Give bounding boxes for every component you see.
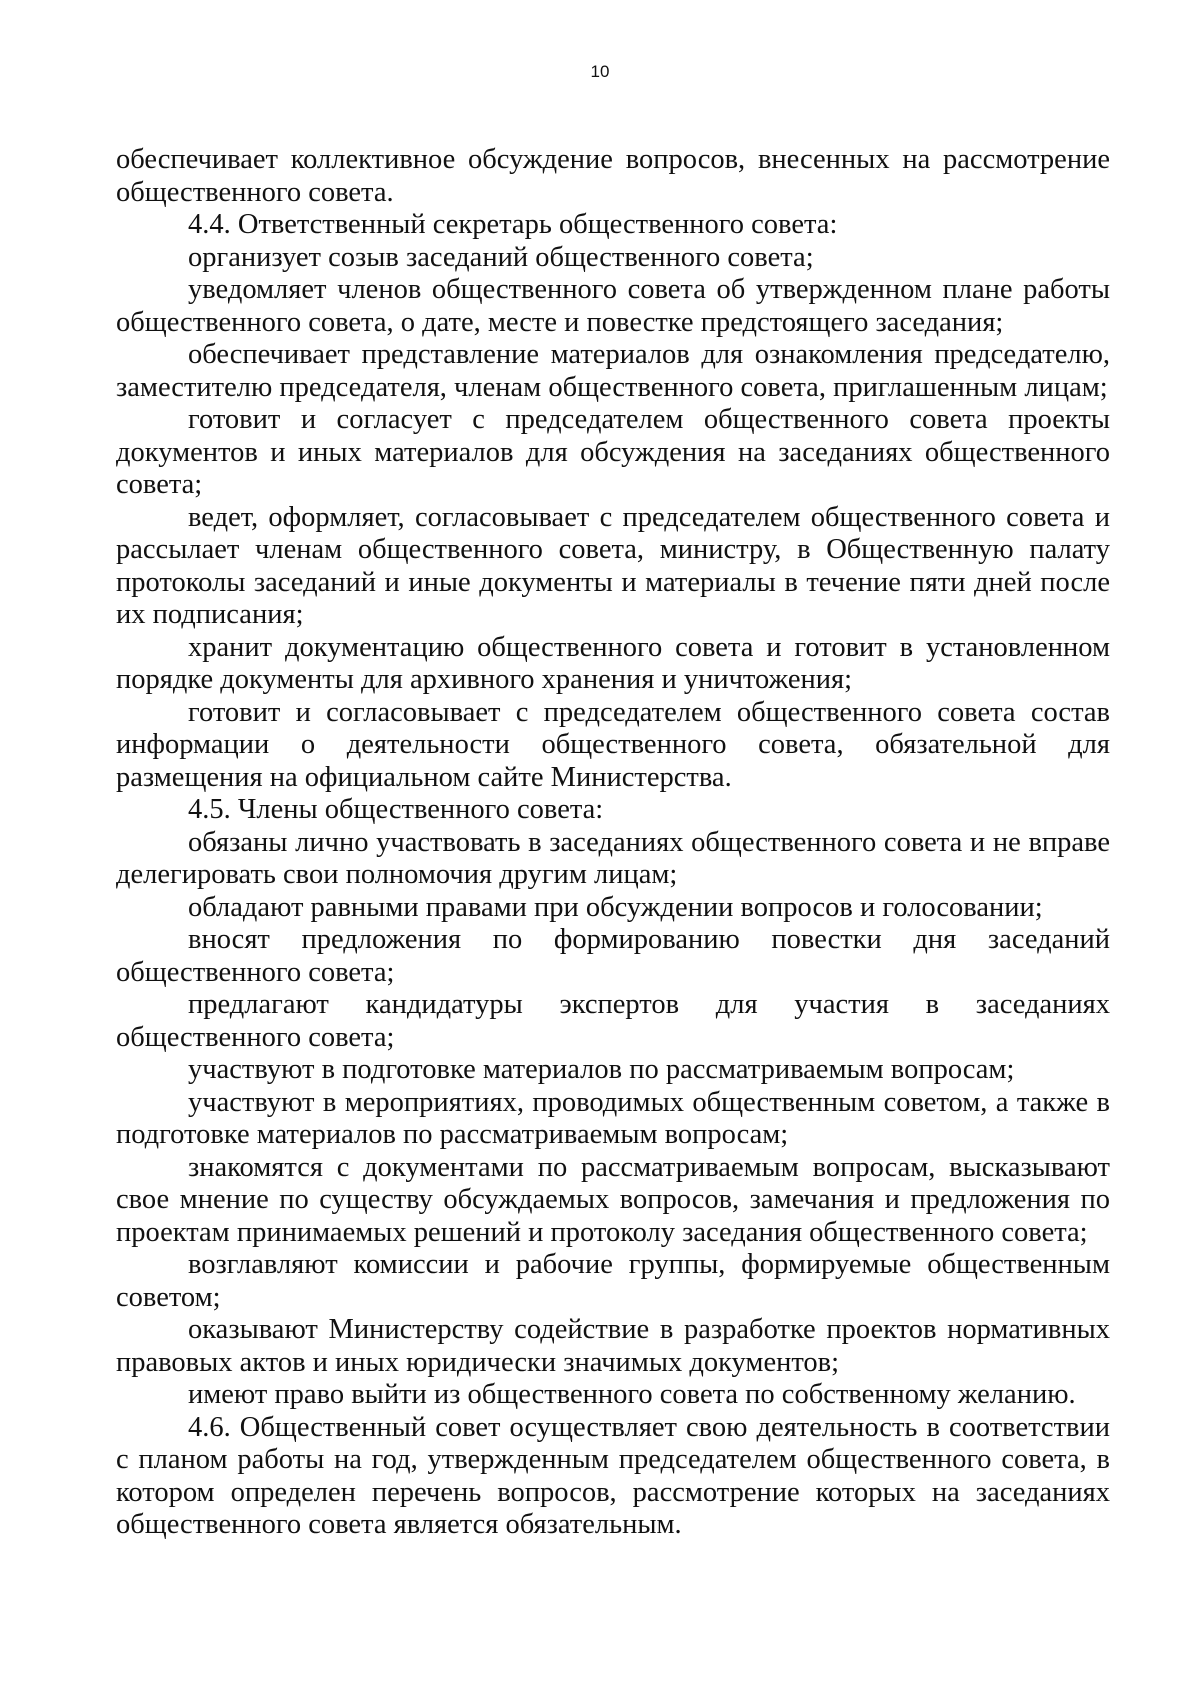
document-body — [116, 144, 1110, 1542]
paragraph: готовит и согласует с председателем общественного совета проекты документов и иных материалов для обсуждения на заседаниях общественного совета; — [116, 404, 1110, 500]
paragraph: готовит и согласовывает с председателем общественного совета состав информации о деятельности общественного совета, обязательной для размещения на официальном сайте Министерства. — [116, 696, 1110, 793]
page-number: 10 — [590, 62, 610, 81]
paragraph: участвуют в мероприятиях, проводимых общественным советом, а также в подготовке материалов по рассматриваемым вопросам; — [116, 1086, 1110, 1150]
paragraph: вносят предложения по формированию повестки дня заседаний общественного совета; — [116, 924, 1110, 988]
paragraph: хранит документацию общественного совета и готовит в установленном порядке документы для архивного хранения и уничтожения; — [116, 631, 1110, 695]
paragraph: обеспечивает коллективное обсуждение вопросов, внесенных на рассмотрение общественного совета. — [116, 144, 1110, 208]
paragraph: обладают равными правами при обсуждении вопросов и голосовании; — [188, 891, 1043, 923]
paragraph: 4.5. Члены общественного совета: — [188, 794, 604, 825]
paragraph: возглавляют комиссии и рабочие группы, формируемые общественным советом; — [116, 1249, 1110, 1313]
paragraph: ведет, оформляет, согласовывает с председателем общественного совета и рассылает членам общественного совета, министру, в Общественную палату протоколы заседаний и иные документы и материалы в течение пяти дней после их подписания; — [116, 501, 1110, 630]
paragraph: знакомятся с документами по рассматриваемым вопросам, высказывают свое мнение по существу обсуждаемых вопросов, замечания и предложения по проектам принимаемых решений и протоколу заседания общественного совета; — [116, 1151, 1110, 1248]
paragraph: имеют право выйти из общественного совета по собственному желанию. — [188, 1379, 1076, 1410]
paragraph: обеспечивает представление материалов для ознакомления председателю, заместителю председателя, членам общественного совета, приглашенным лицам; — [116, 339, 1110, 403]
paragraph: организует созыв заседаний общественного совета; — [188, 241, 814, 273]
paragraph: 4.4. Ответственный секретарь общественного совета: — [188, 209, 838, 240]
paragraph: предлагают кандидатуры экспертов для участия в заседаниях общественного совета; — [116, 989, 1110, 1053]
paragraph: уведомляет членов общественного совета об утвержденном плане работы общественного совета, о дате, месте и повестке предстоящего заседания; — [116, 274, 1110, 338]
paragraph: участвуют в подготовке материалов по рассматриваемым вопросам; — [188, 1054, 1015, 1085]
paragraph: 4.6. Общественный совет осуществляет свою деятельность в соответствии с планом работы на год, утвержденным председателем общественного совета, в котором определен перечень вопросов, рассмотрение которых на заседаниях общественного совета является обязательным. — [116, 1411, 1110, 1540]
paragraph: обязаны лично участвовать в заседаниях общественного совета и не вправе делегировать свои полномочия другим лицам; — [116, 826, 1110, 890]
paragraph: оказывают Министерству содействие в разработке проектов нормативных правовых актов и иных юридически значимых документов; — [116, 1314, 1110, 1378]
